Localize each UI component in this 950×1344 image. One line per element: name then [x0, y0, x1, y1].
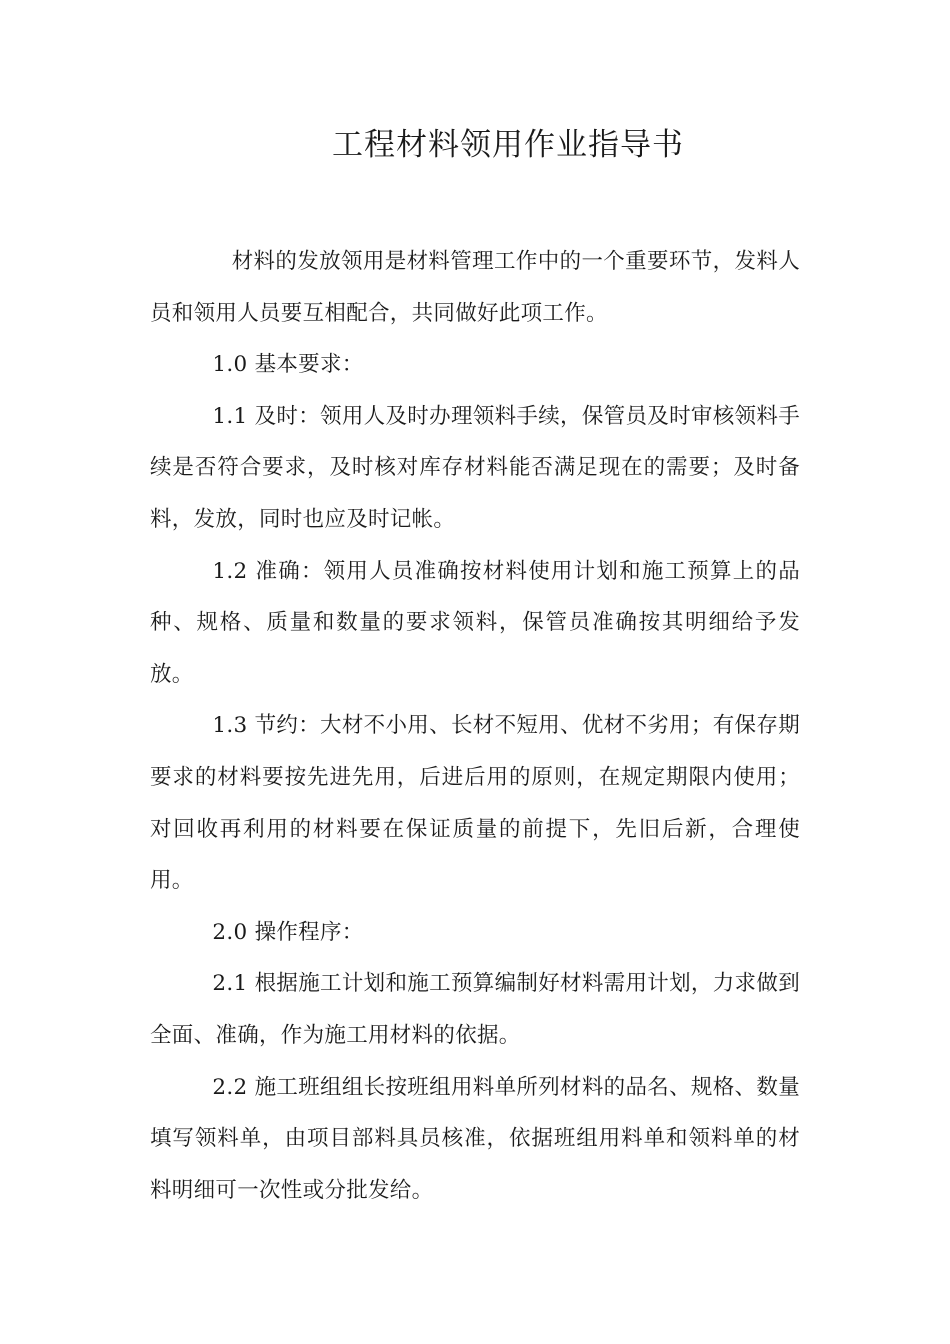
paragraph-procedure-2-1: 2.1 根据施工计划和施工预算编制好材料需用计划，力求做到全面、准确，作为施工用材料的依据。 [150, 971, 800, 1048]
document-body [150, 236, 800, 1216]
paragraph-procedure-2-2: 2.2 施工班组组长按班组用料单所列材料的品名、规格、数量填写领料单，由项目部料具员核准，依据班组用料单和领料单的材料明细可一次性或分批发给。 [150, 1074, 800, 1203]
section-heading-procedure: 2.0 操作程序： [212, 919, 364, 945]
paragraph-accurate: 1.2 准确：领用人员准确按材料使用计划和施工预算上的品种、规格、质量和数量的要求领料，保管员准确按其明细给予发放。 [150, 558, 800, 687]
intro-paragraph: 材料的发放领用是材料管理工作中的一个重要环节，发料人员和领用人员要互相配合，共同做好此项工作。 [150, 249, 800, 326]
paragraph-economical: 1.3 节约：大材不小用、长材不短用、优材不劣用；有保存期要求的材料要按先进先用，后进后用的原则，在规定期限内使用；对回收再利用的材料要在保证质量的前提下，先旧后新，合理使用。 [150, 713, 800, 894]
paragraph-timely: 1.1 及时：领用人及时办理领料手续，保管员及时审核领料手续是否符合要求，及时核对库存材料能否满足现在的需要；及时备料，发放，同时也应及时记帐。 [150, 403, 800, 532]
section-heading-basic-requirements: 1.0 基本要求： [212, 352, 364, 378]
document-title: 工程材料领用作业指导书 [332, 127, 684, 163]
